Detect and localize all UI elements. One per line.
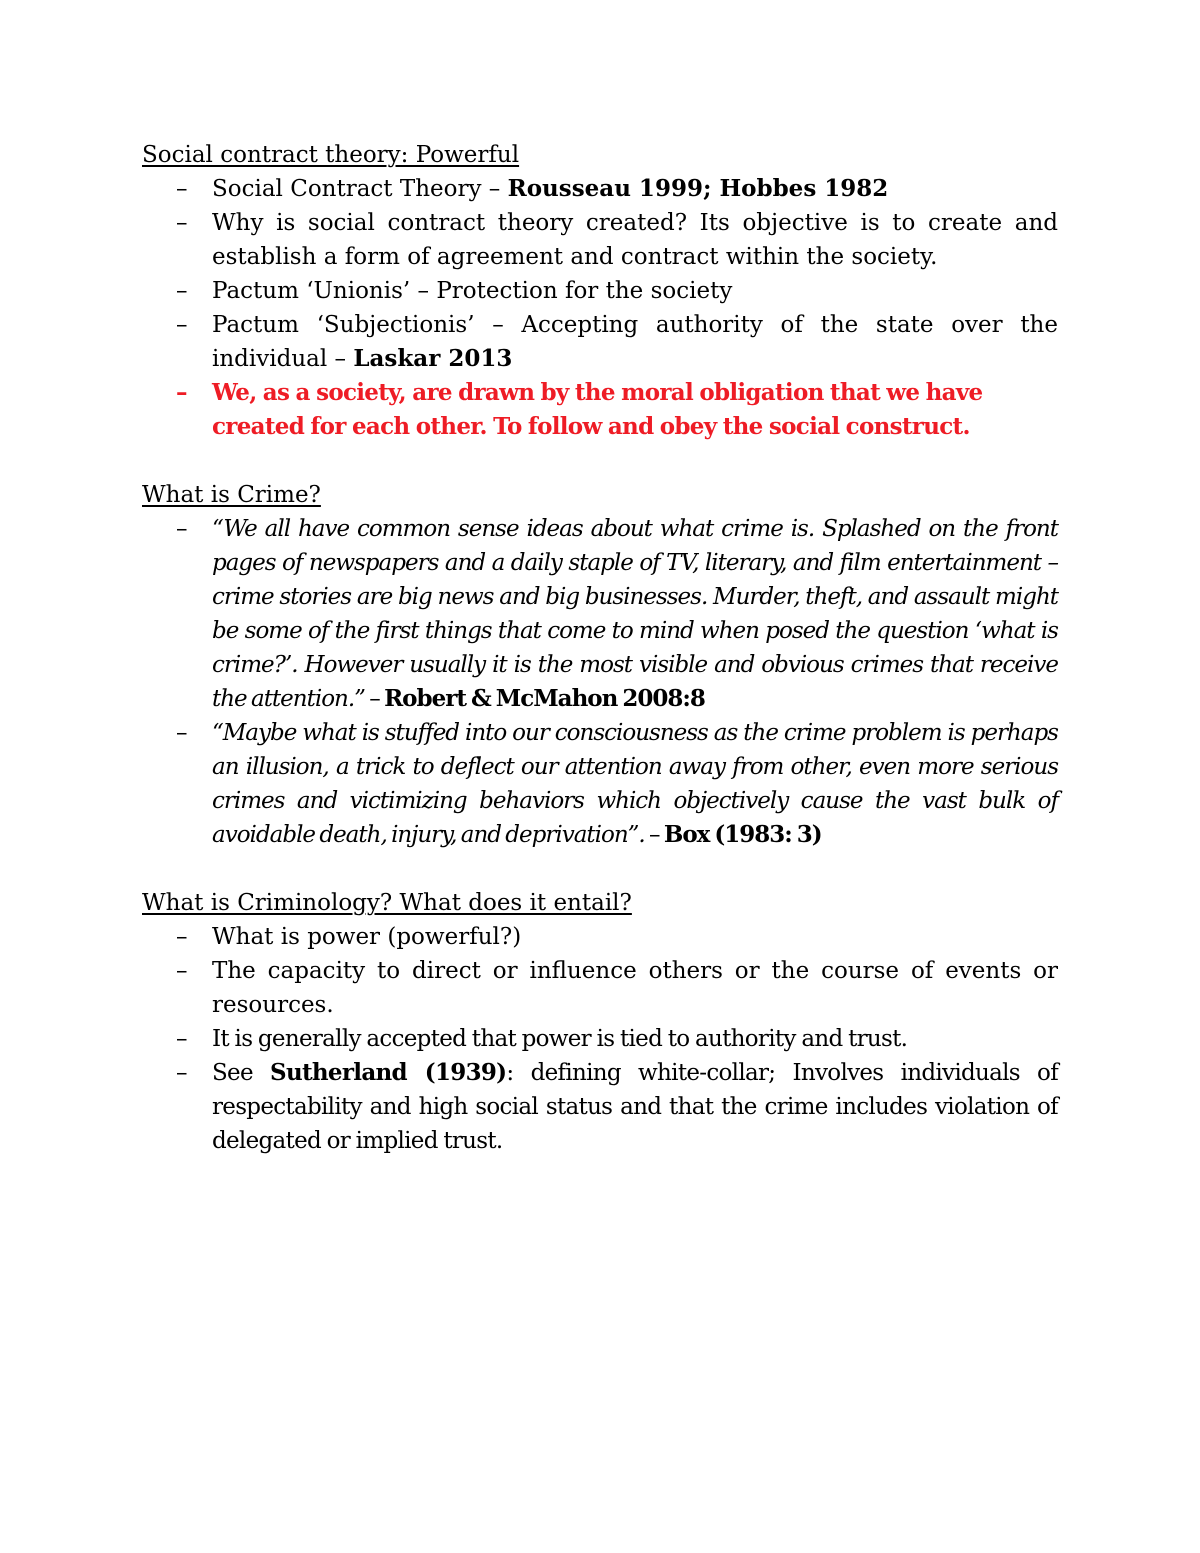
section-social-contract [142, 138, 1058, 444]
citation: Laskar 2013 [353, 345, 513, 372]
section-heading: What is Criminology? What does it entail? [142, 890, 632, 916]
bullet-list [142, 512, 1058, 852]
list-item [142, 308, 1058, 376]
list-item-highlighted [142, 376, 1058, 444]
list-item-quote [142, 716, 1058, 852]
item-text: The capacity to direct or influence others or the course of events or resources. [212, 958, 1058, 1018]
dash-bullet: – [176, 924, 188, 950]
list-item [142, 172, 1058, 206]
item-text: Pactum ‘Unionis’ – Protection for the society [212, 278, 733, 304]
section-what-is-criminology [142, 886, 1058, 1158]
list-item [142, 206, 1058, 274]
citation: Sutherland (1939) [270, 1059, 507, 1086]
list-item-quote [142, 512, 1058, 716]
dash-bullet: – [176, 516, 187, 542]
bullet-list [142, 920, 1058, 1158]
separator: – [364, 686, 385, 712]
item-text: Why is social contract theory created? Its objective is to create and establish a form of agreement and contract within the society. [212, 210, 1058, 270]
section-heading: What is Crime? [142, 482, 321, 508]
bullet-list [142, 172, 1058, 444]
document-content [142, 138, 1058, 1192]
item-text: We, as a society, are drawn by the moral obligation that we have created for each other. To follow and obey the social construct. [212, 379, 983, 440]
dash-bullet: – [176, 720, 187, 746]
dash-bullet: – [176, 210, 188, 236]
list-item [142, 920, 1058, 954]
quote-text: “We all have common sense ideas about what crime is. Splashed on the front pages of newspapers and a daily staple of TV, literary, and film entertainment – crime stories are big news and big businesses. Murder, theft, and assault might be some of the first things that come to mind when posed the question ‘what is crime?’. However usually it is the most visible and obvious crimes that receive the attention.” [212, 516, 1058, 712]
item-text: Pactum ‘Subjectionis’ – Accepting authority of the state over the individual – [212, 312, 1058, 372]
section-what-is-crime [142, 478, 1058, 852]
dash-bullet: – [176, 176, 188, 202]
item-text: : defining white-collar; Involves individuals of respectability and high social status and that the crime includes violation of delegated or implied trust. [212, 1060, 1059, 1154]
dash-bullet: – [176, 1026, 187, 1052]
list-item [142, 274, 1058, 308]
list-item [142, 1056, 1058, 1158]
separator: – [644, 822, 664, 848]
citation: Box (1983: 3) [663, 821, 822, 848]
list-item [142, 1022, 1058, 1056]
quote-text: “Maybe what is stuffed into our consciousness as the crime problem is perhaps an illusion, a trick to deflect our attention away from other, even more serious crimes and victimizing behaviors which objectively cause the vast bulk of avoidable death, injury, and deprivation”. [212, 720, 1058, 848]
dash-bullet: – [176, 958, 188, 984]
dash-bullet: – [176, 1060, 187, 1086]
dash-bullet: – [176, 312, 188, 338]
item-text: See [212, 1060, 271, 1086]
list-item [142, 954, 1058, 1022]
citation: Rousseau 1999; Hobbes 1982 [507, 175, 889, 202]
item-text: Social Contract Theory – [212, 176, 508, 202]
dash-bullet: – [176, 278, 188, 304]
dash-bullet: – [176, 379, 187, 406]
citation: Robert & McMahon 2008:8 [384, 685, 705, 712]
item-text: What is power (powerful?) [212, 924, 522, 950]
section-heading: Social contract theory: Powerful [142, 142, 520, 168]
item-text: It is generally accepted that power is tied to authority and trust. [212, 1026, 908, 1052]
